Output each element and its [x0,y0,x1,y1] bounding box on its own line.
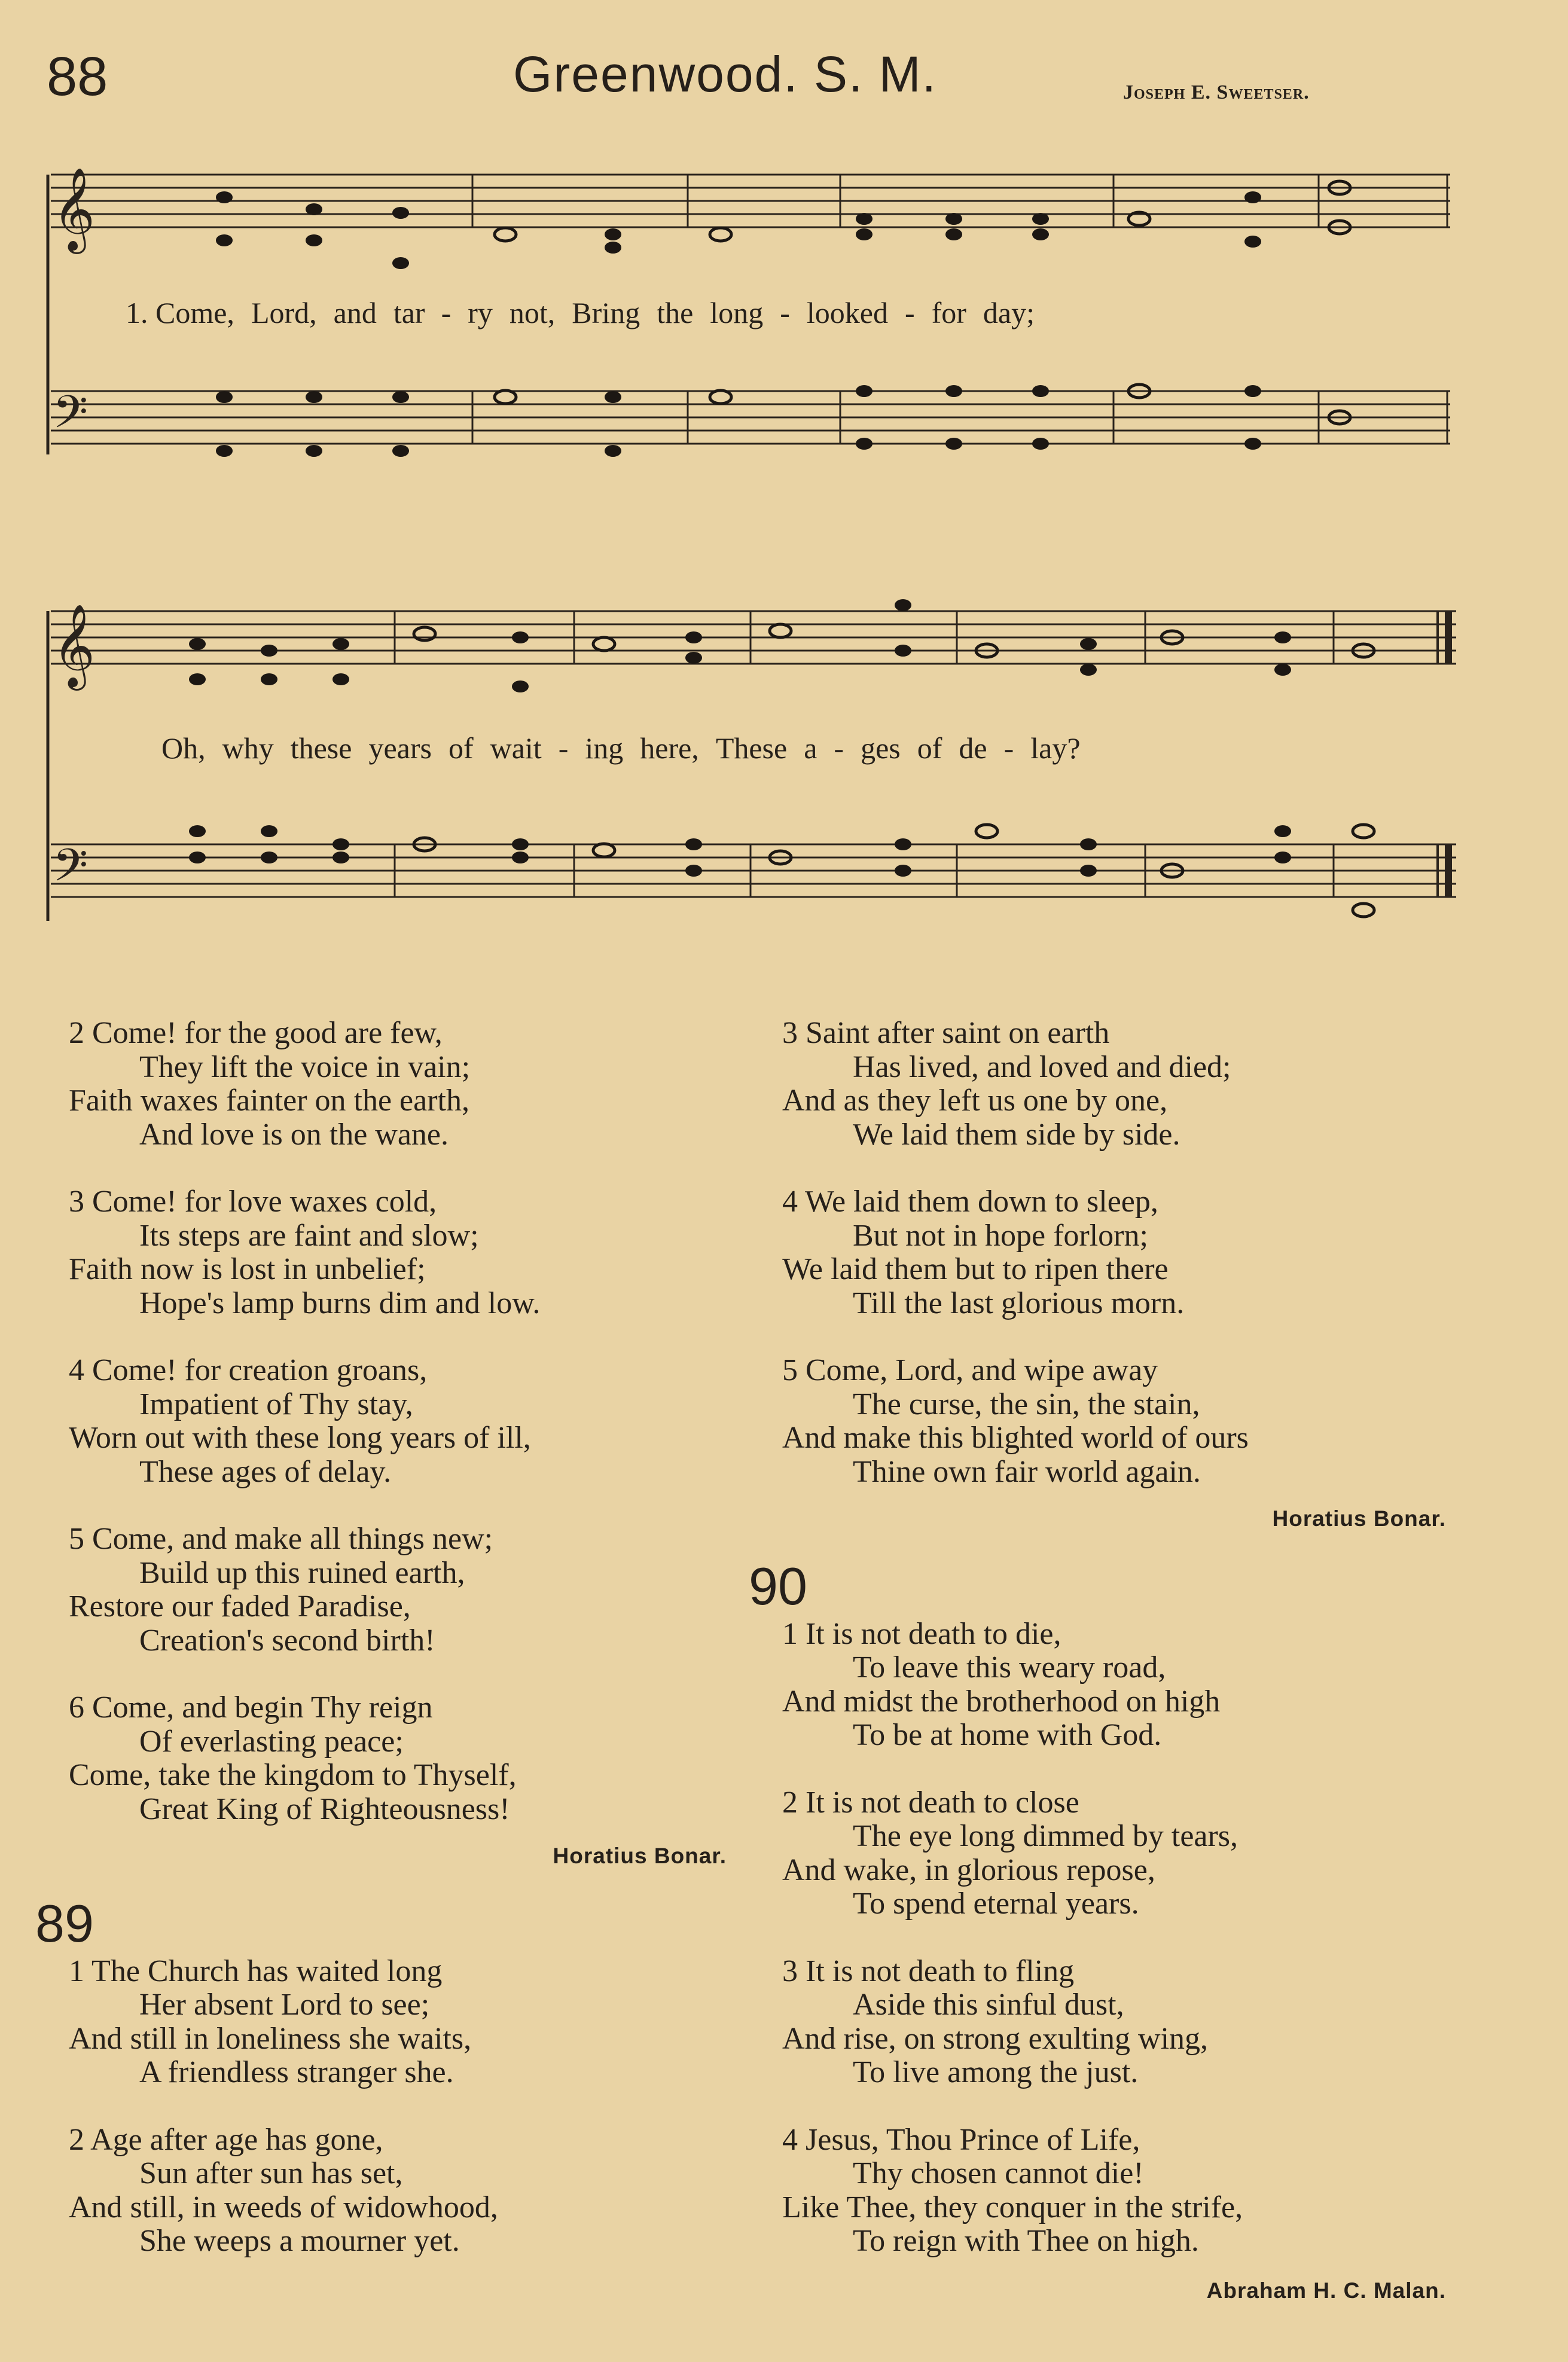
bass-clef-icon: 𝄢 [53,386,89,450]
lyric-syllable: the [657,296,694,329]
stanza-line: Impatient of Thy stay, [139,1387,413,1421]
lyric-syllable: looked [806,296,888,329]
bass-staff-2 [51,844,1456,897]
lyric-syllable: long [710,296,764,329]
stanza [782,1354,1446,1489]
stanza-line: 2 It is not death to close [782,1785,1079,1820]
stanza-line: 1 The Church has waited long [69,1954,443,1988]
lyrics-line-1 [126,296,1035,329]
lyric-syllable: day; [983,296,1035,329]
hymn-88-attribution: Horatius Bonar. [553,1844,727,1868]
music-score [0,0,1568,987]
lyric-syllable: of [448,731,474,765]
stanza-line: But not in hope forlorn; [853,1218,1148,1253]
stanza-line: Worn out with these long years of ill, [69,1421,531,1455]
stanza-line: 3 Come! for love waxes cold, [69,1185,437,1219]
lyric-syllable: 1. Come, [126,296,234,329]
lyric-syllable: tar [393,296,425,329]
lyric-syllable: ges [861,731,901,765]
bass-staff-1 [51,391,1450,444]
stanza [782,1786,1446,1921]
stanza-line: 1 It is not death to die, [782,1616,1061,1651]
stanza-line: Come, take the kingdom to Thyself, [69,1758,517,1792]
lyrics-line-2 [161,731,1081,765]
lyric-syllable: and [333,296,377,329]
stanza-line: A friendless stranger she. [139,2055,454,2089]
stanza [69,1017,727,1152]
stanza [69,1354,727,1489]
lyric-syllable: - [780,296,790,329]
bass-clef-icon: 𝄢 [53,839,89,903]
composer: Joseph E. Sweetser. [1123,81,1310,103]
lyric-syllable: here, [640,731,699,765]
stanza-line: Faith now is lost in unbelief; [69,1252,426,1286]
stanza-line: We laid them side by side. [853,1117,1180,1152]
stanza-line: Great King of Righteousness! [139,1792,510,1826]
stanza [782,1017,1446,1152]
stanza-line: Aside this sinful dust, [853,1988,1124,2022]
hymn-number-90: 90 [749,1556,807,1616]
stanza-line: To spend eternal years. [853,1887,1139,1921]
stanza-line: Hope's lamp burns dim and low. [139,1286,541,1320]
stanza-line: And love is on the wane. [139,1117,449,1152]
treble-staff-2 [51,611,1456,664]
treble-clef-icon: 𝄞 [53,604,95,687]
lyric-syllable: - [558,731,569,765]
stanza-line: She weeps a mourner yet. [139,2224,460,2258]
stanza [782,1955,1446,2090]
lyric-syllable: why [222,731,274,765]
lyric-syllable: ing [585,731,624,765]
stanza-line: And wake, in glorious repose, [782,1853,1155,1887]
stanza-line: Of everlasting peace; [139,1724,404,1759]
stanza-line: Thy chosen cannot die! [853,2156,1144,2190]
lyric-syllable: for [931,296,966,329]
hymn-88-stanzas [69,1017,727,1826]
stanza-line: 5 Come, and make all things new; [69,1522,493,1556]
hymn-90-stanzas [782,1618,1446,2259]
stanza-line: 3 It is not death to fling [782,1954,1075,1988]
stanza-line: Faith waxes fainter on the earth, [69,1084,469,1118]
stanza [782,2123,1446,2259]
treble-clef-icon: 𝄞 [53,167,95,251]
stanza-line: And make this blighted world of ours [782,1421,1249,1455]
lyric-syllable: These [715,731,788,765]
lyric-syllable: Lord, [251,296,317,329]
stanza-line: To reign with Thee on high. [853,2224,1199,2258]
hymn-90-attribution: Abraham H. C. Malan. [1206,2278,1446,2303]
stanza-line: Has lived, and loved and died; [853,1049,1231,1084]
hymn-89-continued-stanzas [782,1017,1446,1489]
stanza-line: 4 We laid them down to sleep, [782,1185,1158,1219]
right-column [749,1016,1446,2332]
stanza-line: To be at home with God. [853,1718,1162,1752]
lyric-syllable: Bring [572,296,640,329]
stanza-line: Build up this ruined earth, [139,1555,465,1590]
stanza-line: And as they left us one by one, [782,1084,1168,1118]
lyric-syllable: a [804,731,817,765]
lyric-syllable: lay? [1030,731,1081,765]
lyric-syllable: - [904,296,915,329]
stanza-line: 2 Age after age has gone, [69,2122,383,2157]
stanza-line: We laid them but to ripen there [782,1252,1169,1286]
left-column [35,1016,727,2292]
stanza-line: The eye long dimmed by tears, [853,1819,1238,1853]
lyric-syllable: wait [490,731,542,765]
stanza [782,1618,1446,1753]
stanza-line: 6 Come, and begin Thy reign [69,1690,433,1725]
stanza-line: Till the last glorious morn. [853,1286,1185,1320]
stanza-line: To leave this weary road, [853,1650,1166,1684]
stanza [69,1522,727,1658]
stanza [69,2123,727,2259]
stanza-line: And midst the brotherhood on high [782,1684,1221,1719]
hymn-title: Greenwood. S. M. [513,46,937,102]
stanza-line: Its steps are faint and slow; [139,1218,479,1253]
hymn-number-89: 89 [35,1893,94,1953]
final-barline [1438,611,1448,897]
stanza-line: They lift the voice in vain; [139,1049,471,1084]
lyric-syllable: of [917,731,942,765]
stanza [782,1185,1446,1320]
stanza-line: These ages of delay. [139,1454,392,1489]
stanza-line: 5 Come, Lord, and wipe away [782,1353,1158,1387]
lyric-syllable: de [959,731,987,765]
treble-staff-1 [51,175,1450,227]
stanza-line: To live among the just. [853,2055,1139,2089]
stanza-line: Sun after sun has set, [139,2156,403,2190]
music-system-2 [48,599,1456,921]
stanza-line: Restore our faded Paradise, [69,1589,411,1624]
hymn-89-stanzas [69,1955,727,2259]
stanza-line: And still in loneliness she waits, [69,2021,472,2056]
lyric-syllable: Oh, [161,731,206,765]
lyric-syllable: ry [468,296,493,329]
music-system-1 [48,167,1450,457]
lyric-syllable: not, [509,296,556,329]
stanza [69,1185,727,1320]
stanza-line: The curse, the sin, the stain, [853,1387,1200,1421]
stanza-line: 3 Saint after saint on earth [782,1016,1110,1050]
lyric-syllable: years [368,731,432,765]
stanza-line: And rise, on strong exulting wing, [782,2021,1209,2056]
page-number: 88 [47,46,108,107]
stanza-line: Like Thee, they conquer in the strife, [782,2190,1243,2224]
stanza-line: 2 Come! for the good are few, [69,1016,443,1050]
stanza-line: And still, in weeds of widowhood, [69,2190,498,2224]
lyric-syllable: - [1003,731,1014,765]
stanza-line: Thine own fair world again. [853,1454,1201,1489]
stanza-line: 4 Come! for creation groans, [69,1353,428,1387]
stanza-line: Creation's second birth! [139,1623,435,1658]
stanza-line: 4 Jesus, Thou Prince of Life, [782,2122,1140,2157]
stanza [69,1955,727,2090]
lyric-syllable: - [834,731,844,765]
hymn-89-attribution: Horatius Bonar. [1272,1506,1446,1531]
lyric-syllable: these [290,731,352,765]
lyric-syllable: - [441,296,452,329]
stanza [69,1691,727,1826]
stanza-line: Her absent Lord to see; [139,1988,430,2022]
